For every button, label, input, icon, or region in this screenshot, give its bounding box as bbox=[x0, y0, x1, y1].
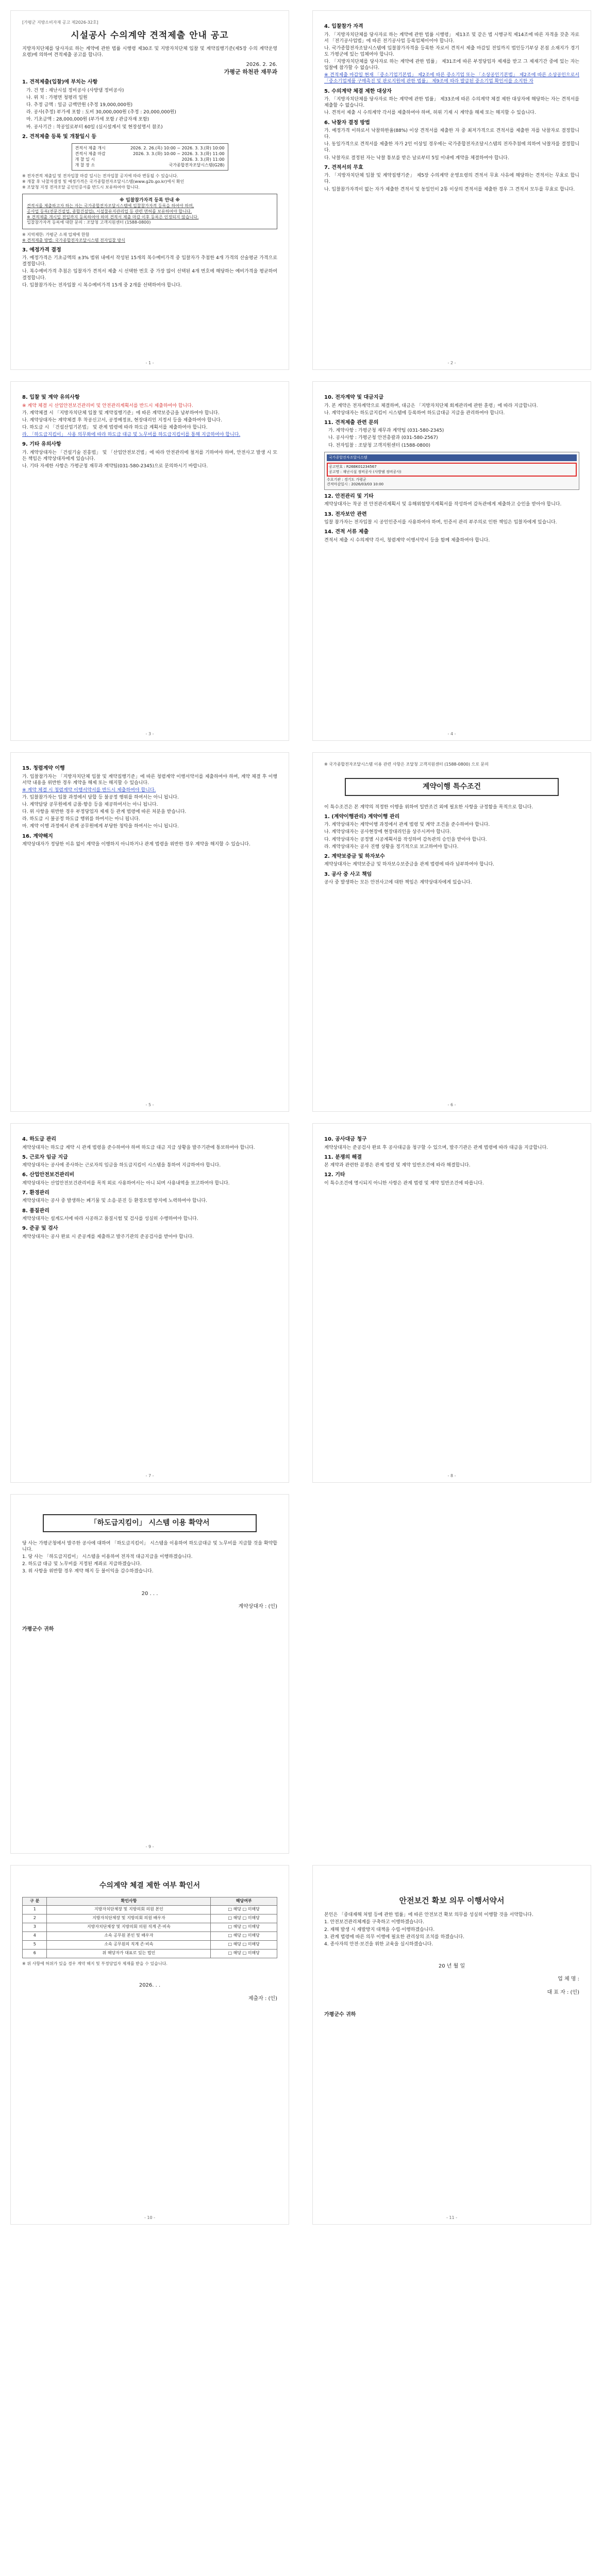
table-row bbox=[23, 1940, 277, 1949]
page-number: - 7 - bbox=[145, 1473, 154, 1479]
pledge-signature: 계약상대자 : (인) bbox=[238, 1604, 277, 1610]
paragraph: 입찰 참가자는 전자입찰 시 공인인증서를 사용하여야 하며, 인증서 관리 부주의로 인한 책임은 입찰자에게 있습니다. bbox=[324, 520, 557, 526]
table-cell: □ 해당 □ 미해당 bbox=[211, 1931, 277, 1940]
table-cell: 6 bbox=[23, 1949, 47, 1958]
section-heading: 10. 공사대금 청구 bbox=[324, 1137, 367, 1142]
paragraph: 가. 「지방자치단체 입찰 및 계약집행기준」 제5장 수의계약 운영요령의 견적서 무효 사유에 해당하는 견적서는 무효로 합니다. bbox=[324, 173, 579, 185]
paragraph: 라. 「하도급지킴이」 사용 의무화에 따라 하도급 대금 및 노무비를 하도급지킴이를 통해 지급하여야 합니다. bbox=[22, 432, 241, 438]
table-cell: □ 해당 □ 미해당 bbox=[211, 1949, 277, 1958]
pledge-item: 4. 종사자의 안전·보건을 위한 교육을 실시하겠습니다. bbox=[324, 1941, 433, 1947]
page-number: - 9 - bbox=[145, 1844, 154, 1850]
paragraph: 나. 복수예비가격 추첨은 입찰자가 견적서 제출 시 선택한 번호 중 가장 많이 선택된 4개 번호에 해당하는 예비가격을 평균하여 결정합니다. bbox=[22, 269, 277, 281]
document-page-1 bbox=[10, 10, 289, 370]
document-page-8 bbox=[312, 1123, 591, 1483]
pledge-addressee: 가평군수 귀하 bbox=[22, 1626, 54, 1632]
table-cell: 소속 공무원의 직계 존·비속 bbox=[47, 1940, 211, 1949]
section-heading: 4. 하도급 관리 bbox=[22, 1137, 57, 1142]
list-item: 마. 기초금액 : 28,000,000원 (부가세 포함 / 관급자재 포함) bbox=[26, 117, 149, 123]
table-cell: 3 bbox=[23, 1923, 47, 1931]
paragraph: 가. 계약상대자는 계약이행 과정에서 관계 법령 및 계약 조건을 준수하여야 합니다. bbox=[324, 822, 490, 828]
page-number: - 3 - bbox=[145, 732, 154, 737]
document-page-10 bbox=[10, 1865, 289, 2225]
screenshot-row: 견적마감일시 : 2026/03/03 10:00 bbox=[327, 482, 384, 487]
registration-line: ※ 견적제출 개시일 전일까지 등록하여야 하며 견적서 제출 마감 이후 등록은 인정되지 않습니다. bbox=[27, 214, 199, 219]
table-cell: 지방자치단체장 및 지방의회 의원 배우자 bbox=[47, 1914, 211, 1923]
table-header-row bbox=[23, 1897, 277, 1905]
section-heading: 9. 준공 및 검사 bbox=[22, 1226, 58, 1232]
list-item: 가. 건 명 : 재난시설 정비공사 (사방댐 정비공사) bbox=[26, 88, 124, 93]
paragraph: 가. 계약체결 시 「지방자치단체 입찰 및 계약집행기준」에 따른 계약보증금을 납부하여야 합니다. bbox=[22, 410, 220, 416]
safety-pledge-date: 20 년 월 일 bbox=[438, 1963, 465, 1969]
table-row bbox=[23, 1914, 277, 1923]
paragraph: 계약상대자가 정당한 이유 없이 계약을 이행하지 아니하거나 관계 법령을 위반한 경우 계약을 해지할 수 있습니다. bbox=[22, 842, 250, 848]
page-number: - 2 - bbox=[447, 361, 456, 366]
section-heading: 6. 낙찰자 결정 방법 bbox=[324, 120, 370, 126]
paragraph: 계약상대자는 공사에 종사하는 근로자의 임금을 하도급지킴이 시스템을 통하여 지급하여야 합니다. bbox=[22, 1163, 221, 1168]
page-number: - 4 - bbox=[447, 732, 456, 737]
paragraph: 계약상대자는 하도급 계약 시 관계 법령을 준수하여야 하며 하도급 대금 지급 상황을 발주기관에 통보하여야 합니다. bbox=[22, 1145, 255, 1150]
page-number: - 1 - bbox=[145, 361, 154, 366]
document-page-3 bbox=[10, 381, 289, 741]
paragraph: 가. 예정가격은 기초금액의 ±3% 범위 내에서 작성된 15개의 복수예비가격 중 입찰자가 추첨한 4개 가격의 산술평균 가격으로 결정합니다. bbox=[22, 256, 277, 267]
company-name-line: 업 체 명 : bbox=[558, 1976, 579, 1982]
section-heading: 2. 견적제출 등록 및 개찰일시 등 bbox=[22, 133, 97, 140]
table-cell: 소속 공무원 본인 및 배우자 bbox=[47, 1931, 211, 1940]
paragraph: 다. 하도급 시 「건설산업기본법」 및 관계 법령에 따라 하도급 계획서를 제출하여야 합니다. bbox=[22, 425, 208, 430]
paragraph: 계약상대자는 공사 완료 시 준공계를 제출하고 발주기관의 준공검사를 받아야 합니다. bbox=[22, 1234, 194, 1240]
paragraph: 다. 입찰참가자는 전자입찰 시 복수예비가격 15개 중 2개를 선택하여야 합니다. bbox=[22, 282, 182, 288]
paragraph: 본인은 「중대재해 처벌 등에 관한 법률」에 따른 안전보건 확보 의무를 성실히 이행할 것을 서약합니다. bbox=[324, 1912, 533, 1918]
paragraph: 가. 입찰참가자는 입찰 과정에서 담합 등 불공정 행위를 하여서는 아니 됩니다. bbox=[22, 794, 179, 800]
table-cell: □ 해당 □ 미해당 bbox=[211, 1940, 277, 1949]
table-cell: 1 bbox=[23, 1905, 47, 1914]
paragraph: 나. 계약담당 공무원에게 금품·향응 등을 제공하여서는 아니 됩니다. bbox=[22, 802, 158, 808]
section-heading: 8. 품질관리 bbox=[22, 1208, 49, 1214]
column-header: 구 분 bbox=[23, 1897, 47, 1905]
column-header: 확인사항 bbox=[47, 1897, 211, 1905]
page-number: - 6 - bbox=[447, 1103, 456, 1108]
sme-note: ※ 견적제출 마감일 현재 「중소기업기본법」 제2조에 따른 중소기업 또는 「소상공인기본법」 제2조에 따른 소상공인으로서 「중소기업제품 구매촉진 및 판로지원에 관한 법률」 제9조에 따라 발급된 중소기업 확인서를 소지한 자 bbox=[324, 73, 579, 84]
notice-intro: 지방자치단체를 당사자로 하는 계약에 관한 법률 시행령 제30조 및 지방자치단체 입찰 및 계약집행기준(제5장 수의 계약운영요령)에 의하여 견적제출 공고를 합니다. bbox=[22, 46, 277, 58]
paragraph: 가. 본 계약은 전자계약으로 체결하며, 대금은 「지방자치단체 회계관리에 관한 훈령」에 따라 지급합니다. bbox=[324, 403, 538, 409]
registration-line: 견적서를 제출하고자 하는 자는 국가종합전자조달시스템에 입찰참가자격 등록을 하여야 하며, bbox=[27, 203, 194, 208]
document-page-7 bbox=[10, 1123, 289, 1483]
section-heading: 4. 입찰참가 자격 bbox=[324, 24, 363, 29]
schedule-note: ※ 조달청 지정 전자조달 공인인증서를 반드시 보유하여야 합니다. bbox=[22, 184, 140, 190]
document-page-2 bbox=[312, 10, 591, 370]
registration-box-title: ※ 입찰참가자격 등록 안내 ※ bbox=[120, 197, 180, 203]
table-row bbox=[23, 1949, 277, 1958]
section-heading: 9. 기타 유의사항 bbox=[22, 442, 61, 448]
table-footnote: ※ 위 사항에 허위가 있을 경우 계약 해지 및 부정당업자 제재를 받을 수 있습니다. bbox=[22, 1961, 168, 1966]
screenshot-title-bar: 국가종합전자조달시스템 bbox=[327, 454, 577, 461]
section-heading: 12. 기타 bbox=[324, 1172, 345, 1178]
section-heading: 7. 견적서의 무효 bbox=[324, 164, 363, 171]
list-item: 바. 공사기간 : 착공일로부터 60일 (실시설계서 및 현장설명서 참조) bbox=[26, 124, 163, 130]
paragraph: 나. 계약상대자는 하도급지킴이 시스템에 등록하여 하도급대금 지급을 관리하여야 합니다. bbox=[324, 410, 505, 416]
section-heading: 6. 산업안전보건관리비 bbox=[22, 1172, 75, 1178]
section-heading: 15. 청렴계약 이행 bbox=[22, 766, 65, 771]
screenshot-row: 수요기관 : 경기도 가평군 bbox=[327, 478, 366, 482]
table-row bbox=[23, 1931, 277, 1940]
table-cell: 지방자치단체장 및 지방의회 의원 본인 bbox=[47, 1905, 211, 1914]
paragraph: 가. 「지방자치단체를 당사자로 하는 계약에 관한 법률 시행령」 제13조 및 같은 법 시행규칙 제14조에 따른 자격을 갖춘 자로서 「전기공사업법」에 따른 전기공사업 등록업체이어야 합니다. bbox=[324, 32, 579, 44]
representative-line: 대 표 자 : (인) bbox=[547, 1989, 579, 1995]
section-heading: 11. 견적제출 관련 문의 bbox=[324, 419, 379, 426]
paragraph: 공사 중 발생하는 모든 안전사고에 대한 책임은 계약상대자에게 있습니다. bbox=[324, 880, 472, 886]
special-conditions-title: 계약이행 특수조건 bbox=[345, 778, 559, 796]
table-cell: 4 bbox=[23, 1931, 47, 1940]
section-heading: 7. 환경관리 bbox=[22, 1190, 49, 1196]
list-item: 나. 위 치 : 가평면 청평리 일원 bbox=[26, 95, 88, 100]
schedule-value: 2026. 2. 26.(목) 10:00 ~ 2026. 3. 3.(화) 10:00 bbox=[130, 146, 225, 151]
document-page-9 bbox=[10, 1494, 289, 1854]
table-cell: 지방자치단체장 및 지방의회 의원 직계 존·비속 bbox=[47, 1923, 211, 1931]
table-row bbox=[23, 1905, 277, 1914]
pledge-item: 3. 관계 법령에 따른 의무 이행에 필요한 관리상의 조치를 하겠습니다. bbox=[324, 1934, 464, 1940]
paragraph: 당 사는 가평군청에서 발주한 공사에 대하여 「하도급지킴이」 시스템을 이용하여 하도급대금 및 노무비를 지급할 것을 확약합니다. bbox=[22, 1540, 277, 1553]
schedule-label: 견적서 제출 개시 bbox=[75, 146, 106, 151]
section-heading: 13. 전자보안 관련 bbox=[324, 511, 367, 517]
notice-date: 2026. 2. 26. bbox=[246, 62, 277, 68]
paragraph: 본 계약과 관련한 분쟁은 관계 법령 및 계약 일반조건에 따라 해결합니다. bbox=[324, 1163, 471, 1168]
paragraph: 이 특수조건에 명시되지 아니한 사항은 관계 법령 및 계약 일반조건에 따릅니다. bbox=[324, 1180, 484, 1186]
paragraph: 라. 하도급 시 불공정 하도급 행위를 하여서는 아니 됩니다. bbox=[22, 817, 140, 822]
registration-line: 입찰참가자격 등록에 대한 문의 : 조달청 고객지원센터 (1588-0800) bbox=[27, 220, 151, 225]
table-cell: □ 해당 □ 미해당 bbox=[211, 1914, 277, 1923]
pledge-item: 2. 하도급 대금 및 노무비를 지정된 계좌로 지급하겠습니다. bbox=[22, 1562, 142, 1567]
schedule-note: ※ 전자견적 제출일 및 전자입찰 마감 일시는 전자입찰 공지에 따라 변동될 수 있습니다. bbox=[22, 174, 178, 179]
pledge-date: 20 . . . bbox=[141, 1590, 158, 1597]
section-heading: 10. 전자계약 및 대금지급 bbox=[324, 395, 384, 400]
pledge-item: 3. 위 사항을 위반할 경우 계약 해지 등 불이익을 감수하겠습니다. bbox=[22, 1569, 154, 1574]
paragraph: 마. 계약 이행 과정에서 관계 공무원에게 부당한 청탁을 하여서는 아니 됩니다. bbox=[22, 824, 179, 829]
section-heading: 8. 입찰 및 계약 유의사항 bbox=[22, 395, 80, 400]
paragraph: 계약상대자는 준공검사 완료 후 공사대금을 청구할 수 있으며, 발주기관은 관계 법령에 따라 대금을 지급합니다. bbox=[324, 1145, 548, 1150]
contact-item: 가. 계약사항 : 가평군청 재무과 계약팀 (031-580-2345) bbox=[328, 428, 444, 434]
paragraph: 계약상대자는 착공 전 안전관리계획서 및 유해위험방지계획서를 작성하여 감독관에게 제출하고 승인을 받아야 합니다. bbox=[324, 502, 562, 507]
paragraph: 나. 견적서 제출 시 수의계약 각서를 제출하여야 하며, 허위 기재 시 계약을 해제 또는 해지할 수 있습니다. bbox=[324, 110, 536, 116]
paragraph: 계약상대자는 공사 중 발생하는 폐기물 및 소음·분진 등 환경오염 방지에 노력하여야 합니다. bbox=[22, 1198, 207, 1204]
page-number: - 8 - bbox=[447, 1473, 456, 1479]
screenshot-row: 공고번호 : R26BK01234567 bbox=[329, 465, 377, 469]
schedule-note: ※ 개찰 후 낙찰자결정 및 예정가격은 국가종합전자조달시스템(www.g2b.go.kr)에서 확인 bbox=[22, 179, 185, 184]
pledge-item: 1. 안전보건관리체계를 구축하고 이행하겠습니다. bbox=[324, 1920, 424, 1925]
table-cell: 5 bbox=[23, 1940, 47, 1949]
document-page-6 bbox=[312, 752, 591, 1112]
column-header: 해당여부 bbox=[211, 1897, 277, 1905]
paragraph: 이 특수조건은 본 계약의 적정한 이행을 위하여 일반조건 외에 필요한 사항을 규정함을 목적으로 합니다. bbox=[324, 804, 533, 810]
screenshot-row: 공고명 : 재난시설 정비공사 (사방댐 정비공사) bbox=[329, 469, 402, 474]
page-number: - 11 - bbox=[446, 2215, 458, 2221]
restriction-signature: 제출자 : (인) bbox=[248, 1995, 277, 2002]
safety-pledge-addressee: 가평군수 귀하 bbox=[324, 2012, 356, 2018]
section-heading: 3. 예정가격 결정 bbox=[22, 247, 61, 253]
list-item: 라. 공사(추정) 부가세 포함 : 도비 30,000,000원 (추정 : 20,000,000원) bbox=[26, 110, 176, 115]
notice-title: 시설공사 수의계약 견적제출 안내 공고 bbox=[71, 30, 229, 41]
safety-pledge-title: 안전보건 확보 의무 이행서약서 bbox=[399, 1896, 505, 1905]
paragraph: 나. 입찰참가자격이 없는 자가 제출한 견적서 및 동일인이 2통 이상의 견적서를 제출한 경우 그 견적서 모두를 무효로 합니다. bbox=[324, 187, 575, 192]
schedule-label: 개 찰 장 소 bbox=[75, 162, 95, 167]
contact-item: 다. 전자입찰 : 조달청 고객지원센터 (1588-0800) bbox=[328, 443, 430, 448]
paragraph: 나. 기타 자세한 사항은 가평군청 재무과 계약팀(031-580-2345)으로 문의하시기 바랍니다. bbox=[22, 463, 208, 469]
schedule-value: 2026. 3. 3.(화) 10:00 ~ 2026. 3. 3.(화) 11:00 bbox=[133, 151, 225, 156]
integrity-note: ※ 계약 체결 시 청렴계약 이행서약서를 반드시 제출하여야 합니다. bbox=[22, 787, 156, 793]
paragraph: 견적서 제출 시 수의계약 각서, 청렴계약 이행서약서 등을 함께 제출하여야 합니다. bbox=[324, 537, 490, 543]
paragraph: 계약상대자는 산업안전보건관리비를 목적 외로 사용하여서는 아니 되며 사용내역을 보고하여야 합니다. bbox=[22, 1180, 230, 1186]
schedule-box bbox=[72, 143, 228, 171]
restriction-check-title: 수의계약 체결 제한 여부 확인서 bbox=[99, 1882, 200, 1890]
restriction-table bbox=[22, 1897, 277, 1958]
paragraph: 나. 계약상대자는 계약체결 후 착공신고서, 공정예정표, 현장대리인 지정서 등을 제출하여야 합니다. bbox=[22, 417, 222, 423]
paragraph: 가. 입찰참가자는 「지방자치단체 입찰 및 계약집행기준」에 따른 청렴계약 이행서약서를 제출하여야 하며, 계약 체결 후 이행서약 내용을 위반한 경우 계약을 해제 또는 해지할 수 있습니다. bbox=[22, 774, 277, 786]
restriction-date: 2026. . . bbox=[139, 1982, 161, 1989]
paragraph: 다. 계약상대자는 공정별 시공계획서를 작성하여 감독관의 승인을 받아야 합니다. bbox=[324, 837, 487, 842]
paragraph: 라. 계약상대자는 공사 진행 상황을 정기적으로 보고하여야 합니다. bbox=[324, 844, 459, 850]
paragraph: 나. 국가종합전자조달시스템에 입찰참가자격을 등록한 자로서 견적서 제출 마감일 전일까지 법인등기부상 본점 소재지가 경기도 가평군에 있는 업체여야 합니다. bbox=[324, 45, 579, 57]
screenshot-highlight bbox=[327, 463, 577, 477]
section-heading: 5. 수의계약 체결 제한 대상자 bbox=[324, 88, 392, 94]
submission-method-note: ※ 견적제출 방법: 국가종합전자조달시스템 전자입찰 방식 bbox=[22, 238, 125, 243]
header-note: ※ 국가종합전자조달시스템 이용 관련 사항은 조달청 고객지원센터 (1588-0800) 으로 문의 bbox=[324, 762, 489, 767]
schedule-label: 개 찰 일 시 bbox=[75, 157, 95, 162]
paragraph: 계약상대자는 설계도서에 따라 시공하고 품질시험 및 검사를 성실히 수행하여야 합니다. bbox=[22, 1216, 198, 1222]
section-heading: 12. 안전관리 및 기타 bbox=[324, 493, 374, 499]
table-cell: 위 해당자가 대표로 있는 법인 bbox=[47, 1949, 211, 1958]
table-cell: 2 bbox=[23, 1914, 47, 1923]
section-heading: 11. 분쟁의 해결 bbox=[324, 1154, 362, 1160]
regional-limit-note: ※ 지역제한: 가평군 소재 업체에 한함 bbox=[22, 232, 90, 238]
system-screenshot bbox=[324, 452, 579, 490]
paragraph: 다. 위 사항을 위반한 경우 부정당업자 제재 등 관계 법령에 따른 처분을 받습니다. bbox=[22, 809, 187, 815]
schedule-value: 2026. 3. 3.(화) 11:00 bbox=[181, 157, 225, 162]
paragraph: 계약상대자는 계약보증금 및 하자보수보증금을 관계 법령에 따라 납부하여야 합니다. bbox=[324, 862, 495, 868]
registration-line: 공사업 등록(전문건설업, 종합건설업), 시설물유지관리업 등 관련 면허를 보유하여야 합니다. bbox=[27, 209, 192, 214]
paragraph: 나. 동일가격으로 견적서를 제출한 자가 2인 이상일 경우에는 국가종합전자조달시스템의 전자추첨에 의하여 낙찰자를 결정합니다. bbox=[324, 142, 580, 154]
table-cell: □ 해당 □ 미해당 bbox=[211, 1905, 277, 1914]
section-heading: 14. 견적 서류 제출 bbox=[324, 529, 369, 535]
table-cell: □ 해당 □ 미해당 bbox=[211, 1923, 277, 1931]
schedule-value: 국가종합전자조달시스템(G2B) bbox=[169, 162, 225, 167]
table-row bbox=[23, 1923, 277, 1931]
section-heading: 3. 공사 중 사고 책임 bbox=[324, 871, 372, 877]
paragraph: 다. 「지방자치단체를 당사자로 하는 계약에 관한 법률」 제31조에 따른 부정당업자 제재를 받고 그 제재기간 중에 있는 자는 입찰에 참가할 수 없습니다. bbox=[324, 59, 579, 71]
paragraph: 가. 예정가격 이하로서 낙찰하한율(88%) 이상 견적서를 제출한 자 중 최저가격으로 견적서를 제출한 자를 낙찰자로 결정합니다. bbox=[324, 128, 579, 140]
paragraph: 가. 「지방자치단체를 당사자로 하는 계약에 관한 법률」 제33조에 따른 수의계약 체결 제한 대상자에 해당하는 자는 견적서를 제출할 수 없습니다. bbox=[324, 97, 579, 109]
safety-warning: ※ 계약 체결 시 산업안전보건관리비 및 안전관리계획서를 반드시 제출하여야 합니다. bbox=[22, 403, 193, 409]
document-page-11 bbox=[312, 1865, 591, 2225]
pledge-title: 「하도급지킴이」 시스템 이용 확약서 bbox=[43, 1514, 257, 1532]
paragraph: 나. 계약상대자는 공사현장에 현장대리인을 상주시켜야 합니다. bbox=[324, 829, 452, 835]
section-heading: 1. (계약이행관리) 계약이행 관리 bbox=[324, 814, 400, 820]
paragraph: 다. 낙찰자로 결정된 자는 낙찰 통보를 받은 날로부터 5일 이내에 계약을 체결하여야 합니다. bbox=[324, 155, 509, 161]
pledge-item: 1. 당 사는 「하도급지킴이」 시스템을 이용하여 전자적 대금지급을 이행하겠습니다. bbox=[22, 1554, 193, 1560]
document-page-4 bbox=[312, 381, 591, 741]
registration-box bbox=[22, 194, 277, 229]
contact-item: 나. 공사사항 : 가평군청 안전총괄과 (031-580-2567) bbox=[328, 435, 438, 441]
page-number: - 10 - bbox=[144, 2215, 156, 2221]
list-item: 다. 추정 금액 : 일금 금백만원 (추정 19,000,000원) bbox=[26, 103, 133, 108]
page-number: - 5 - bbox=[145, 1103, 154, 1108]
section-heading: 2. 계약보증금 및 하자보수 bbox=[324, 853, 385, 859]
document-page-5 bbox=[10, 752, 289, 1112]
pledge-item: 2. 재해 발생 시 재발방지 대책을 수립·이행하겠습니다. bbox=[324, 1927, 435, 1933]
section-heading: 16. 계약해지 bbox=[22, 833, 53, 839]
section-heading: 5. 근로자 임금 지급 bbox=[22, 1154, 68, 1160]
schedule-label: 견적서 제출 마감 bbox=[75, 151, 106, 156]
paragraph: 가. 계약상대자는 「건설기술 진흥법」 및 「산업안전보건법」에 따라 안전관리에 철저를 기하여야 하며, 안전사고 발생 시 모든 책임은 계약상대자에게 있습니다. bbox=[22, 450, 277, 462]
notice-organization: 가평군 하천관 재무과 bbox=[224, 68, 277, 75]
notice-number: [가평군 지방소비자재 공고 제2026-32호] bbox=[22, 20, 98, 25]
section-heading: 1. 견적제출(입찰)에 부치는 사항 bbox=[22, 79, 98, 86]
